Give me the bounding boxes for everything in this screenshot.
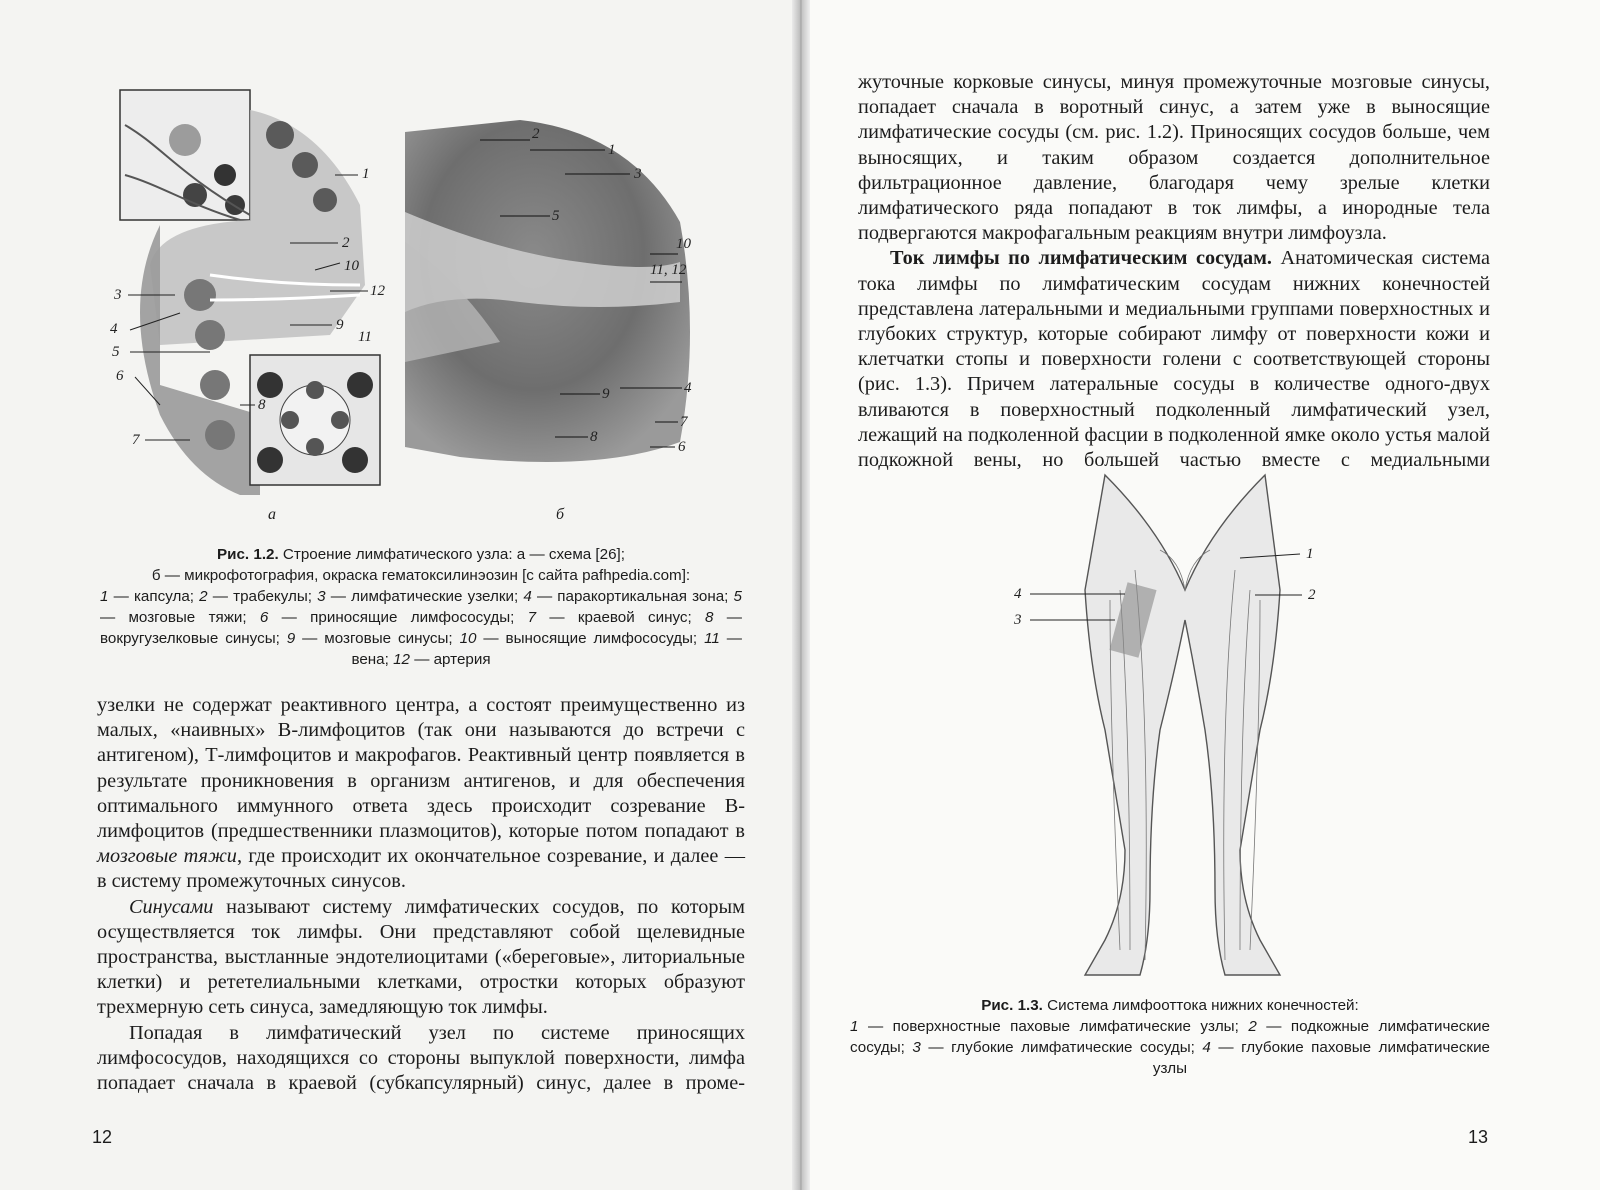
page-number-left: 12 xyxy=(92,1127,113,1147)
paragraph-italic: Синусами xyxy=(129,895,214,918)
callout-b-11-12: 11, 12 xyxy=(650,262,687,278)
legend-num: 3 xyxy=(912,1039,921,1056)
nodule-shape xyxy=(200,370,230,400)
legend-text: — выносящие лимфососуды; xyxy=(476,630,705,647)
legs-outline xyxy=(1085,475,1280,975)
nodule-shape xyxy=(292,152,318,178)
panel-label-b: б xyxy=(556,506,565,523)
legend-num: 6 xyxy=(259,609,269,626)
legend-text: — трабекулы; xyxy=(207,588,318,605)
nodule-shape xyxy=(195,320,225,350)
legend-text: — мозговые тяжи; xyxy=(100,609,260,626)
nodule-shape xyxy=(266,121,294,149)
callout-b-10: 10 xyxy=(676,236,691,252)
callout-a-1: 1 xyxy=(362,166,370,182)
nodule-shape xyxy=(184,279,216,311)
paragraph-text: , где происходит их окончательное созревание, и далее — в систему промежуточных синусов. xyxy=(97,845,745,893)
nodule-shape xyxy=(313,188,337,212)
callout-a-2: 2 xyxy=(342,235,350,251)
legend-text: — подкожные лимфатические сосуды; xyxy=(850,1018,1490,1056)
caption-figure-number: Рис. 1.3. xyxy=(981,997,1043,1014)
callout-a-7: 7 xyxy=(132,432,140,448)
legend-text: — краевой синус; xyxy=(536,609,706,626)
cell-shape xyxy=(306,381,324,399)
legend-num: 4 xyxy=(1202,1039,1211,1056)
callout-a-9: 9 xyxy=(336,317,344,333)
legend-num: 2 xyxy=(199,588,208,605)
caption-title-text: Строение лимфатического узла: а — схема [26]; xyxy=(278,546,625,563)
callout-fig13-1: 1 xyxy=(1306,546,1314,562)
caption-line-2: б — микрофотография, окраска гематоксилинэозин [с сайта pafhpedia.com]: xyxy=(151,567,691,584)
page-number-right: 13 xyxy=(1468,1127,1489,1147)
cell-shape xyxy=(257,372,283,398)
paragraph-text: называют систему лимфатических сосудов, по которым осуществляется ток лимфы. Они представляют собой щелевидные пространства, выстланные эндотелиоцитами («береговые», литориальные клетки) и рететелиальными клетками, отростки которых образуют трехмерную сеть синуса, замедляющую ток лимфы. xyxy=(97,895,745,1019)
legend-num: 4 xyxy=(523,588,532,605)
cell-shape xyxy=(306,438,324,456)
right-page xyxy=(800,0,1600,1190)
legend-num: 7 xyxy=(527,609,537,626)
paragraph xyxy=(97,693,745,895)
caption-title-text: Система лимфооттока нижних конечностей: xyxy=(1042,997,1359,1014)
legend-text: — лимфатические узелки; xyxy=(325,588,524,605)
callout-a-4: 4 xyxy=(110,321,118,337)
legend-num: 10 xyxy=(459,630,477,647)
legend-num: 5 xyxy=(733,588,742,605)
legend-num: 12 xyxy=(393,651,410,668)
callout-a-10: 10 xyxy=(344,258,359,274)
callout-b-4: 4 xyxy=(684,380,692,396)
paragraph-heading: Ток лимфы по лимфатическим сосудам. xyxy=(890,247,1273,270)
cell-shape xyxy=(347,372,373,398)
figure-1-3-legs xyxy=(1010,470,1360,990)
caption-title xyxy=(850,995,1490,1016)
caption-legend xyxy=(850,1016,1490,1079)
legend-text: — глубокие паховые лимфатические узлы xyxy=(1152,1039,1490,1077)
figure-1-2-panel-b xyxy=(400,112,710,482)
callout-a-6: 6 xyxy=(116,368,124,384)
caption-title xyxy=(100,544,742,565)
callout-a-5: 5 xyxy=(112,344,120,360)
callout-b-3: 3 xyxy=(634,166,642,182)
legend-text: — глубокие лимфатические сосуды; xyxy=(920,1039,1203,1056)
legend-num: 3 xyxy=(317,588,326,605)
cell-shape xyxy=(331,411,349,429)
caption-legend xyxy=(100,586,742,670)
callout-fig13-2: 2 xyxy=(1308,587,1316,603)
callout-b-1: 1 xyxy=(608,142,616,158)
legend-text: — поверхностные паховые лимфатические узлы; xyxy=(858,1018,1249,1035)
legend-num: 1 xyxy=(850,1018,859,1035)
cell-shape xyxy=(214,164,236,186)
caption-figure-number: Рис. 1.2. xyxy=(217,546,279,563)
book-gutter xyxy=(792,0,810,1190)
legend-num: 1 xyxy=(100,588,109,605)
callout-b-8: 8 xyxy=(590,429,598,445)
paragraph-italic: мозговые тяжи xyxy=(97,845,237,868)
cell-shape xyxy=(169,124,201,156)
figure-1-2-panel-a xyxy=(100,85,400,505)
cell-shape xyxy=(257,447,283,473)
callout-b-9: 9 xyxy=(602,386,610,402)
legend-text: — паракортикальная зона; xyxy=(531,588,734,605)
legend-text: — капсула; xyxy=(108,588,200,605)
cell-shape xyxy=(281,411,299,429)
callout-a-3: 3 xyxy=(114,287,122,303)
paragraph-text: узелки не содержат реактивного центра, а состоят преимущественно из малых, «наивных» В-лимфоцитов (так они называются до встречи с антигеном), Т-лимфоцитов и макрофагов. Реактивный центр появляется в результате проникновения в организм антигенов, и для обеспечения оптимального иммунного ответа здесь происходит созревание В-лимфоцитов (предшественники плазмоцитов), которые потом попадают в xyxy=(97,694,745,843)
paragraph xyxy=(858,246,1490,473)
callout-fig13-3: 3 xyxy=(1014,612,1022,628)
left-page-body xyxy=(97,693,745,1096)
callout-a-8: 8 xyxy=(258,397,266,413)
callout-b-7: 7 xyxy=(680,414,688,430)
paragraph xyxy=(97,1021,745,1097)
figure-1-3-caption xyxy=(850,995,1490,1079)
legend-num: 9 xyxy=(286,630,296,647)
callout-a-11: 11 xyxy=(358,329,372,345)
legend-text: — вокругузелковые синусы; xyxy=(100,609,742,647)
figure-1-2-caption xyxy=(100,544,742,670)
nodule-shape xyxy=(205,420,235,450)
legend-text: — приносящие лимфососуды; xyxy=(268,609,528,626)
callout-b-6: 6 xyxy=(678,439,686,455)
paragraph xyxy=(97,895,745,1021)
legend-text: — мозговые синусы; xyxy=(295,630,460,647)
callout-b-5: 5 xyxy=(552,208,560,224)
paragraph-text: Попадая в лимфатический узел по системе приносящих лимфососудов, находящихся со стороны выпуклой поверхности, лимфа попадает сначала в краевой (субкапсулярный) синус, далее в проме- xyxy=(97,1021,745,1095)
legend-num: 2 xyxy=(1248,1018,1257,1035)
callout-a-12: 12 xyxy=(370,283,385,299)
legend-num: 11 xyxy=(704,630,720,647)
paragraph-text: Анатомическая система тока лимфы по лимфатическим сосудам нижних конечностей представлена латеральными и медиальными группами поверхностных и глубоких структур, которые собирают лимфу от поверхности кожи и клетчатки стопы и поверхности голени с соответствующей стороны (рис. 1.3). Причем латеральные сосуды в количестве одного-двух вливаются в поверхностный подколенный лимфатический узел, лежащий на подколенной фасции в подколенной ямке около устья малой подкожной вены, но большей частью вместе с медиальными xyxy=(858,247,1490,472)
right-page-body xyxy=(858,70,1490,473)
callout-fig13-4: 4 xyxy=(1014,586,1022,602)
paragraph xyxy=(858,70,1490,246)
legend-text: — артерия xyxy=(409,651,491,668)
paragraph-text: жуточные корковые синусы, минуя промежуточные мозговые синусы, попадает сначала в воротный синус, а затем уже в выносящие лимфатические сосуды (см. рис. 1.2). Приносящих сосудов больше, чем выносящих, и таким образом создается дополнительное фильтрационное давление, благодаря чему зрелые клетки лимфатического ряда попадают в ток лимфы, а инородные тела подвергаются макрофагальным реакциям внутри лимфоузла. xyxy=(858,71,1490,245)
legend-text: — вена; xyxy=(351,630,742,668)
cell-shape xyxy=(342,447,368,473)
panel-label-a: а xyxy=(268,506,276,523)
callout-b-2: 2 xyxy=(532,126,540,142)
legend-num: 8 xyxy=(705,609,714,626)
